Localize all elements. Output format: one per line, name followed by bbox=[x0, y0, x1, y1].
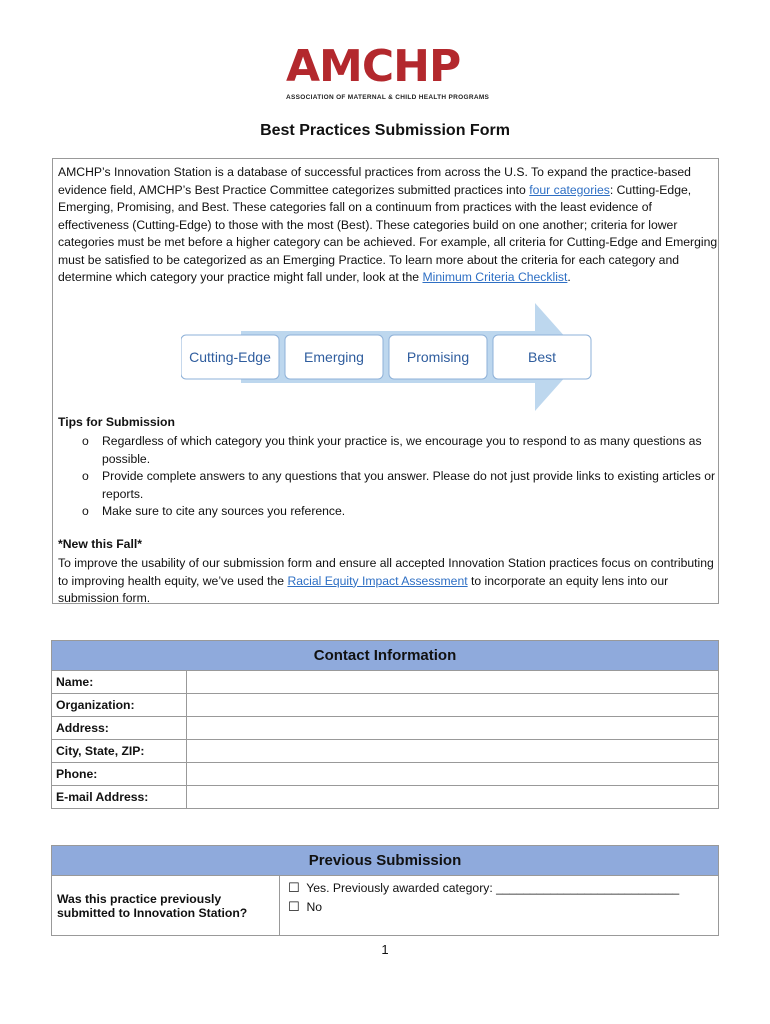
bullet-icon: o bbox=[82, 504, 89, 518]
tip-item bbox=[58, 468, 718, 503]
phone-field[interactable] bbox=[187, 763, 719, 786]
email-label: E-mail Address: bbox=[52, 786, 187, 809]
bullet-icon: o bbox=[82, 469, 89, 483]
tips-title: Tips for Submission bbox=[58, 415, 175, 429]
table-row bbox=[52, 717, 719, 740]
intro-text-2: : Cutting-Edge, Emerging, Promising, and Best. These categories fall on a continuum from practices with the least evidence of effectiveness (Cutting-Edge) to those with the most (Best). These categories build on one another; criteria for lower categories must be met before a higher category can be achieved. For example, all criteria for Cutting-Edge and Emerging must be satisfied to be categorized as an Emerging Practice. To learn more about the criteria for each category and determine which category your practice might fall under, look at the bbox=[58, 182, 718, 284]
bullet-icon: o bbox=[82, 434, 89, 448]
tip-item bbox=[58, 433, 718, 468]
new-fall-title: *New this Fall* bbox=[58, 537, 142, 551]
new-fall-text-1: To improve the usability of our submission form and ensure all accepted Innovation Station practices focus on contributing to improving health equity, we’ve used the bbox=[58, 556, 714, 588]
contact-header-row bbox=[52, 641, 719, 671]
category-label-best: Best bbox=[527, 349, 557, 365]
yes-option[interactable] bbox=[288, 879, 714, 898]
category-label-cutting-edge: Cutting-Edge bbox=[189, 349, 271, 365]
checkbox-icon[interactable]: ☐ bbox=[288, 900, 300, 915]
intro-paragraph bbox=[58, 164, 718, 287]
category-label-promising: Promising bbox=[406, 349, 470, 365]
previous-submission-table bbox=[51, 845, 719, 936]
intro-text-3: . bbox=[567, 270, 571, 284]
city-state-zip-label: City, State, ZIP: bbox=[52, 740, 187, 763]
phone-label: Phone: bbox=[52, 763, 187, 786]
name-field[interactable] bbox=[187, 671, 719, 694]
table-row bbox=[52, 694, 719, 717]
organization-label: Organization: bbox=[52, 694, 187, 717]
previous-question: Was this practice previously submitted to Innovation Station? bbox=[52, 876, 280, 936]
new-fall-text bbox=[58, 555, 718, 608]
category-box-cutting-edge bbox=[181, 335, 279, 379]
intro-text-1: AMCHP’s Innovation Station is a database of successful practices from across the U.S. To expand the practice-based evidence field, AMCHP’s Best Practice Committee categorizes submitted practices into bbox=[58, 165, 691, 197]
tip-text: Provide complete answers to any questions that you answer. Please do not just provide links to existing articles or reports. bbox=[102, 469, 716, 501]
contact-header: Contact Information bbox=[52, 641, 719, 671]
table-row bbox=[52, 786, 719, 809]
page-title: Best Practices Submission Form bbox=[260, 122, 510, 139]
city-state-zip-field[interactable] bbox=[187, 740, 719, 763]
table-row bbox=[52, 740, 719, 763]
tip-item bbox=[58, 503, 718, 521]
category-label-emerging: Emerging bbox=[304, 349, 364, 365]
tips-list bbox=[58, 433, 718, 521]
table-row bbox=[52, 671, 719, 694]
tip-text: Make sure to cite any sources you reference. bbox=[102, 504, 346, 518]
organization-field[interactable] bbox=[187, 694, 719, 717]
intro-box bbox=[52, 158, 719, 604]
category-box-promising bbox=[389, 335, 487, 379]
minimum-criteria-link[interactable]: Minimum Criteria Checklist bbox=[422, 270, 568, 284]
category-box-best bbox=[493, 335, 591, 379]
name-label: Name: bbox=[52, 671, 187, 694]
four-categories-link[interactable]: four categories bbox=[529, 182, 610, 197]
email-field[interactable] bbox=[187, 786, 719, 809]
address-label: Address: bbox=[52, 717, 187, 740]
table-row bbox=[52, 876, 719, 936]
previous-header: Previous Submission bbox=[52, 846, 719, 876]
table-row bbox=[52, 763, 719, 786]
category-box-emerging bbox=[285, 335, 383, 379]
new-fall-text-2: to incorporate an equity lens into our submission form. bbox=[58, 573, 669, 605]
logo-wordmark: AMCHP bbox=[286, 41, 461, 92]
checkbox-icon[interactable]: ☐ bbox=[288, 881, 300, 896]
amchp-logo bbox=[280, 40, 490, 108]
category-continuum-diagram bbox=[181, 301, 601, 413]
no-option[interactable] bbox=[288, 898, 714, 917]
no-label: No bbox=[306, 900, 323, 914]
previous-header-row bbox=[52, 846, 719, 876]
previous-options bbox=[280, 876, 719, 936]
tip-text: Regardless of which category you think your practice is, we encourage you to respond to as many questions as possible. bbox=[102, 434, 702, 466]
racial-equity-link[interactable]: Racial Equity Impact Assessment bbox=[287, 573, 468, 588]
address-field[interactable] bbox=[187, 717, 719, 740]
logo-tagline: ASSOCIATION OF MATERNAL & CHILD HEALTH PROGRAMS bbox=[286, 94, 490, 101]
contact-information-table bbox=[51, 640, 719, 809]
page-number: 1 bbox=[381, 942, 389, 957]
yes-label: Yes. Previously awarded category: ___________________________ bbox=[306, 881, 680, 895]
